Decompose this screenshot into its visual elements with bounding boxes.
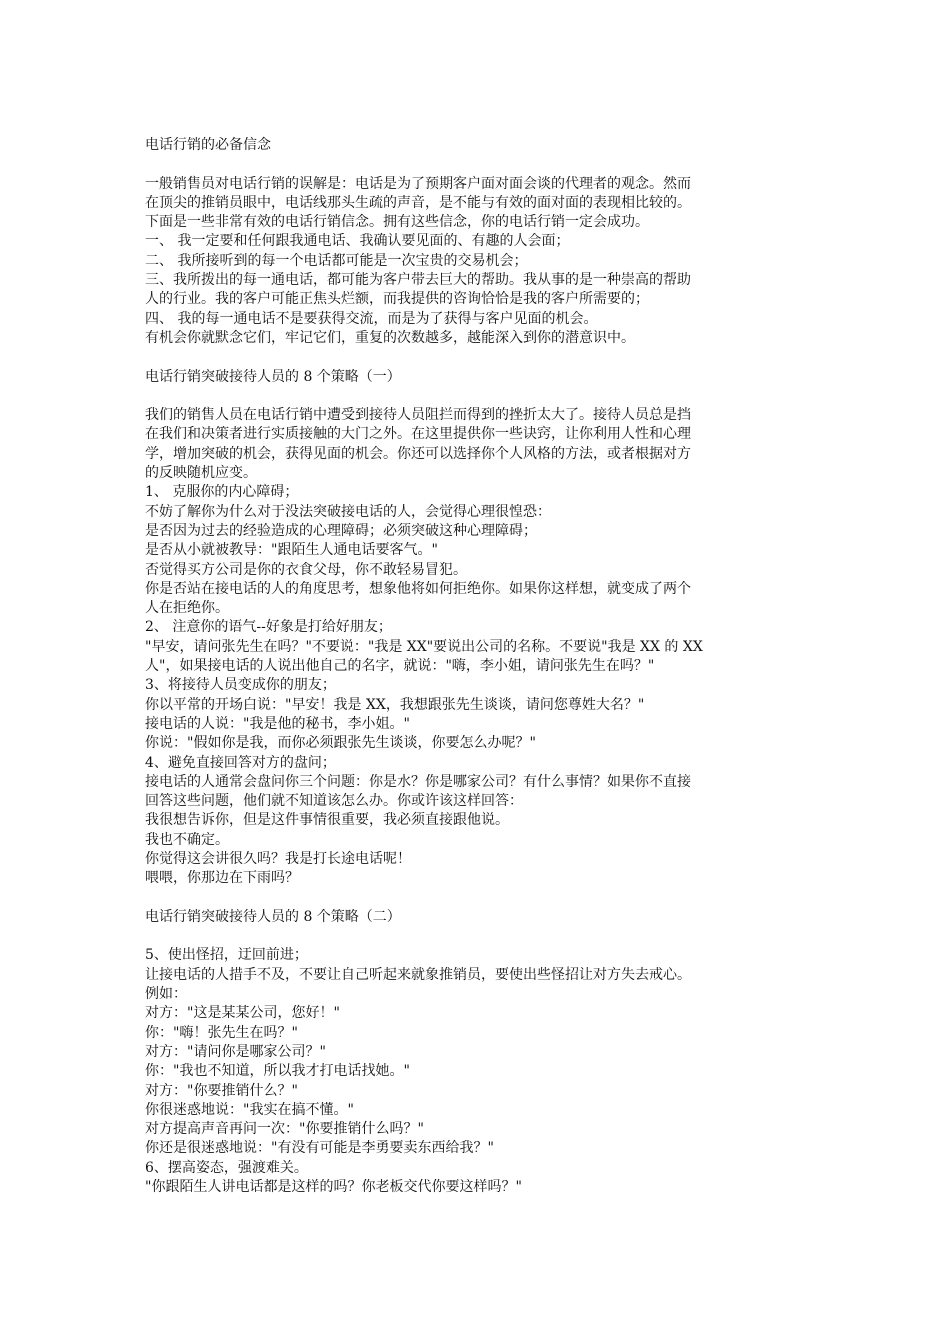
body-line: 学，增加突破的机会，获得见面的机会。你还可以选择你个人风格的方法，或者根据对方 [145, 445, 691, 462]
body-line: 人的行业。我的客户可能正焦头烂额，而我提供的咨询恰恰是我的客户所需要的； [145, 291, 649, 308]
body-line: 我们的销售人员在电话行销中遭受到接待人员阻拦而得到的挫折太大了。接待人员总是挡 [145, 407, 691, 424]
document-body [145, 136, 810, 1197]
section-title: 电话行销突破接待人员的 8 个策略（二） [145, 908, 401, 925]
blank-line [145, 927, 810, 946]
body-line: 接电话的人通常会盘问你三个问题：你是水？你是哪家公司？有什么事情？如果你不直接 [145, 773, 691, 790]
body-line: 一、 我一定要和任何跟我通电话、我确认要见面的、有趣的人会面； [145, 233, 570, 250]
body-line: 三、我所拨出的每一通电话，都可能为客户带去巨大的帮助。我从事的是一种崇高的帮助 [145, 272, 691, 289]
body-line: 二、 我所接听到的每一个电话都可能是一次宝贵的交易机会； [145, 252, 528, 269]
body-line: 例如： [145, 986, 187, 1003]
body-line: 一般销售员对电话行销的误解是：电话是为了预期客户面对面会谈的代理者的观念。然而 [145, 175, 691, 192]
body-line: 6、摆高姿态，强渡难关。 [145, 1159, 308, 1176]
body-line: 3、将接待人员变成你的朋友； [145, 677, 336, 694]
body-line: 4、避免直接回答对方的盘问； [145, 754, 336, 771]
body-line: 否觉得买方公司是你的衣食父母，你不敢轻易冒犯。 [145, 561, 467, 578]
body-line: 你还是很迷惑地说："有没有可能是李勇要卖东西给我？" [145, 1140, 494, 1157]
body-line: 的反映随机应变。 [145, 465, 257, 482]
body-line: 接电话的人说："我是他的秘书，李小姐。" [145, 715, 410, 732]
section-title: 电话行销突破接待人员的 8 个策略（一） [145, 368, 401, 385]
body-line: 你以平常的开场白说："早安！我是 XX，我想跟张先生谈谈，请问您尊姓大名？" [145, 696, 645, 713]
blank-line [145, 387, 810, 406]
body-line: 5、使出怪招，迂回前进； [145, 947, 308, 964]
body-line: 对方："这是某某公司，您好！" [145, 1005, 340, 1022]
body-line: 四、 我的每一通电话不是要获得交流，而是为了获得与客户见面的机会。 [145, 310, 598, 327]
body-line: 对方："请问你是哪家公司？" [145, 1043, 326, 1060]
body-line: 2、 注意你的语气--好象是打给好朋友； [145, 619, 392, 636]
body-line: 对方提高声音再问一次："你要推销什么吗？" [145, 1121, 424, 1138]
body-line: 是否从小就被教导："跟陌生人通电话要客气。" [145, 542, 438, 559]
body-line: 回答这些问题，他们就不知道该怎么办。你或许该这样回答： [145, 793, 523, 810]
body-line: 你是否站在接电话的人的角度思考，想象他将如何拒绝你。如果你这样想，就变成了两个 [145, 580, 691, 597]
body-line: 不妨了解你为什么对于没法突破接电话的人，会觉得心理很惶恐： [145, 503, 551, 520]
body-line: 你："嗨！张先生在吗？" [145, 1024, 298, 1041]
body-line: 对方："你要推销什么？" [145, 1082, 298, 1099]
body-line: 1、 克服你的内心障碍； [145, 484, 299, 501]
body-line: 有机会你就默念它们，牢记它们，重复的次数越多，越能深入到你的潜意识中。 [145, 329, 635, 346]
body-line: 让接电话的人措手不及，不要让自己听起来就象推销员，要使出些怪招让对方失去戒心。 [145, 966, 691, 983]
body-line: 我也不确定。 [145, 831, 229, 848]
body-line: 是否因为过去的经验造成的心理障碍；必须突破这种心理障碍； [145, 522, 537, 539]
body-line: 人"，如果接电话的人说出他自己的名字，就说："嗨，李小姐，请问张先生在吗？" [145, 658, 655, 675]
section-title: 电话行销的必备信念 [145, 137, 271, 153]
body-line: 你觉得这会讲很久吗？我是打长途电话呢！ [145, 850, 411, 867]
blank-line [145, 155, 810, 174]
body-line: "你跟陌生人讲电话都是这样的吗？你老板交代你要这样吗？" [145, 1179, 522, 1196]
body-line: 你："我也不知道，所以我才打电话找她。" [145, 1063, 410, 1080]
blank-line [145, 889, 810, 908]
body-line: "早安，请问张先生在吗？"不要说："我是 XX"要说出公司的名称。不要说"我是 XX 的 XX [145, 638, 703, 655]
body-line: 在我们和决策者进行实质接触的大门之外。在这里提供你一些诀窍，让你利用人性和心理 [145, 426, 691, 443]
body-line: 你说："假如你是我，而你必须跟张先生谈谈，你要怎么办呢？" [145, 735, 536, 752]
blank-line [145, 348, 810, 367]
body-line: 我很想告诉你，但是这件事情很重要，我必须直接跟他说。 [145, 812, 509, 829]
body-line: 你很迷惑地说："我实在搞不懂。" [145, 1101, 354, 1118]
body-line: 下面是一些非常有效的电话行销信念。拥有这些信念，你的电话行销一定会成功。 [145, 214, 649, 231]
body-line: 喂喂，你那边在下雨吗？ [145, 870, 299, 887]
body-line: 人在拒绝你。 [145, 600, 229, 617]
body-line: 在顶尖的推销员眼中，电话线那头生疏的声音，是不能与有效的面对面的表现相比较的。 [145, 194, 691, 211]
